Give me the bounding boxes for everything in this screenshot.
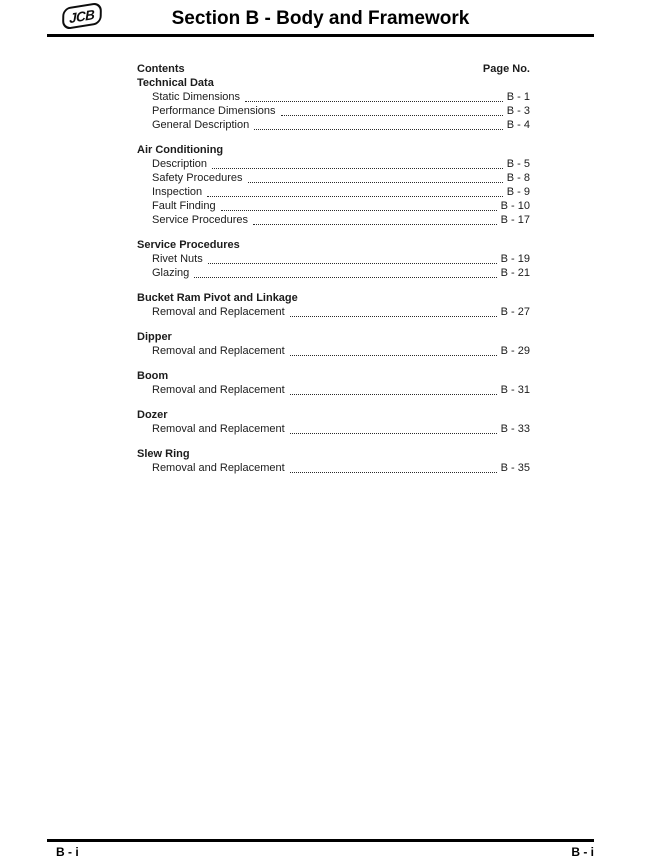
toc-section xyxy=(137,369,530,397)
toc-section-title: Air Conditioning xyxy=(137,144,224,156)
toc-entry-label: Description xyxy=(152,158,208,170)
toc-section-title: Dozer xyxy=(137,409,168,421)
toc-page-no-label: Page No. xyxy=(482,63,530,75)
toc-section-title: Bucket Ram Pivot and Linkage xyxy=(137,292,298,304)
toc-entry-page: B - 21 xyxy=(500,267,530,279)
toc-entry-page: B - 29 xyxy=(500,345,530,357)
toc-section-entries xyxy=(137,157,530,227)
toc-dot-leader xyxy=(245,90,503,102)
toc-dot-leader xyxy=(290,305,497,317)
table-of-contents xyxy=(137,62,530,475)
toc-dot-leader xyxy=(290,422,497,434)
toc-section-title: Technical Data xyxy=(137,77,214,89)
jcb-logo-text: JCB xyxy=(69,6,95,26)
toc-entry xyxy=(137,104,530,118)
toc-dot-leader xyxy=(254,118,503,130)
toc-entry-label: Removal and Replacement xyxy=(152,345,285,357)
toc-entry-page: B - 10 xyxy=(500,200,530,212)
toc-section xyxy=(137,238,530,280)
toc-section xyxy=(137,408,530,436)
toc-section-entries xyxy=(137,252,530,280)
toc-entry-page: B - 31 xyxy=(500,384,530,396)
toc-entry-label: Rivet Nuts xyxy=(152,253,203,265)
toc-dot-leader xyxy=(253,213,497,225)
toc-entry xyxy=(137,422,530,436)
toc-dot-leader xyxy=(281,104,503,116)
toc-entry-label: Removal and Replacement xyxy=(152,462,285,474)
toc-entry-page: B - 19 xyxy=(500,253,530,265)
toc-dot-leader xyxy=(207,185,503,197)
toc-entry-label: Static Dimensions xyxy=(152,91,241,103)
toc-section xyxy=(137,447,530,475)
toc-entry-label: Service Procedures xyxy=(152,214,248,226)
toc-dot-leader xyxy=(208,252,497,264)
page-title: Section B - Body and Framework xyxy=(171,8,470,29)
toc-section xyxy=(137,143,530,227)
toc-entry-page: B - 9 xyxy=(506,186,530,198)
toc-section-title: Service Procedures xyxy=(137,239,240,251)
toc-section xyxy=(137,291,530,319)
toc-dot-leader xyxy=(248,171,503,183)
toc-entry xyxy=(137,90,530,104)
toc-entry xyxy=(137,213,530,227)
toc-section-entries xyxy=(137,422,530,436)
toc-entry xyxy=(137,252,530,266)
toc-entry-page: B - 8 xyxy=(506,172,530,184)
toc-dot-leader xyxy=(221,199,497,211)
toc-entry-page: B - 33 xyxy=(500,423,530,435)
footer-page-number-left: B - i xyxy=(56,845,79,859)
toc-section-entries xyxy=(137,461,530,475)
toc-dot-leader xyxy=(194,266,496,278)
toc-section-title: Boom xyxy=(137,370,169,382)
toc-entry xyxy=(137,344,530,358)
toc-entry xyxy=(137,171,530,185)
toc-section-entries xyxy=(137,305,530,319)
toc-entry-label: Removal and Replacement xyxy=(152,423,285,435)
toc-entry xyxy=(137,461,530,475)
toc-entry xyxy=(137,118,530,132)
footer-rule xyxy=(47,839,594,842)
toc-entry-page: B - 1 xyxy=(506,91,530,103)
toc-entry xyxy=(137,157,530,171)
toc-section-entries xyxy=(137,383,530,397)
toc-entry xyxy=(137,383,530,397)
toc-entry-label: Removal and Replacement xyxy=(152,384,285,396)
toc-entry-page: B - 5 xyxy=(506,158,530,170)
footer-page-number-right: B - i xyxy=(571,845,594,859)
toc-entry-label: General Description xyxy=(152,119,250,131)
toc-entry-page: B - 27 xyxy=(500,306,530,318)
toc-section-title: Dipper xyxy=(137,331,172,343)
toc-dot-leader xyxy=(290,461,497,473)
toc-dot-leader xyxy=(212,157,503,169)
toc-entry xyxy=(137,305,530,319)
toc-entry-label: Removal and Replacement xyxy=(152,306,285,318)
toc-entry-label: Glazing xyxy=(152,267,190,279)
toc-section-entries xyxy=(137,90,530,132)
toc-entry xyxy=(137,185,530,199)
toc-entry xyxy=(137,199,530,213)
toc-sections xyxy=(137,76,530,475)
toc-entry-label: Performance Dimensions xyxy=(152,105,276,117)
header-rule xyxy=(47,34,594,37)
toc-entry-page: B - 3 xyxy=(506,105,530,117)
toc-section xyxy=(137,76,530,132)
toc-dot-leader xyxy=(290,383,497,395)
toc-entry-page: B - 17 xyxy=(500,214,530,226)
toc-entry-label: Inspection xyxy=(152,186,203,198)
toc-section-entries xyxy=(137,344,530,358)
toc-entry-label: Safety Procedures xyxy=(152,172,243,184)
toc-contents-label: Contents xyxy=(137,63,185,75)
toc-section xyxy=(137,330,530,358)
toc-section-title: Slew Ring xyxy=(137,448,190,460)
toc-entry-page: B - 35 xyxy=(500,462,530,474)
toc-entry-label: Fault Finding xyxy=(152,200,216,212)
toc-entry xyxy=(137,266,530,280)
toc-header-row xyxy=(137,62,530,76)
toc-entry-page: B - 4 xyxy=(506,119,530,131)
toc-dot-leader xyxy=(290,344,497,356)
